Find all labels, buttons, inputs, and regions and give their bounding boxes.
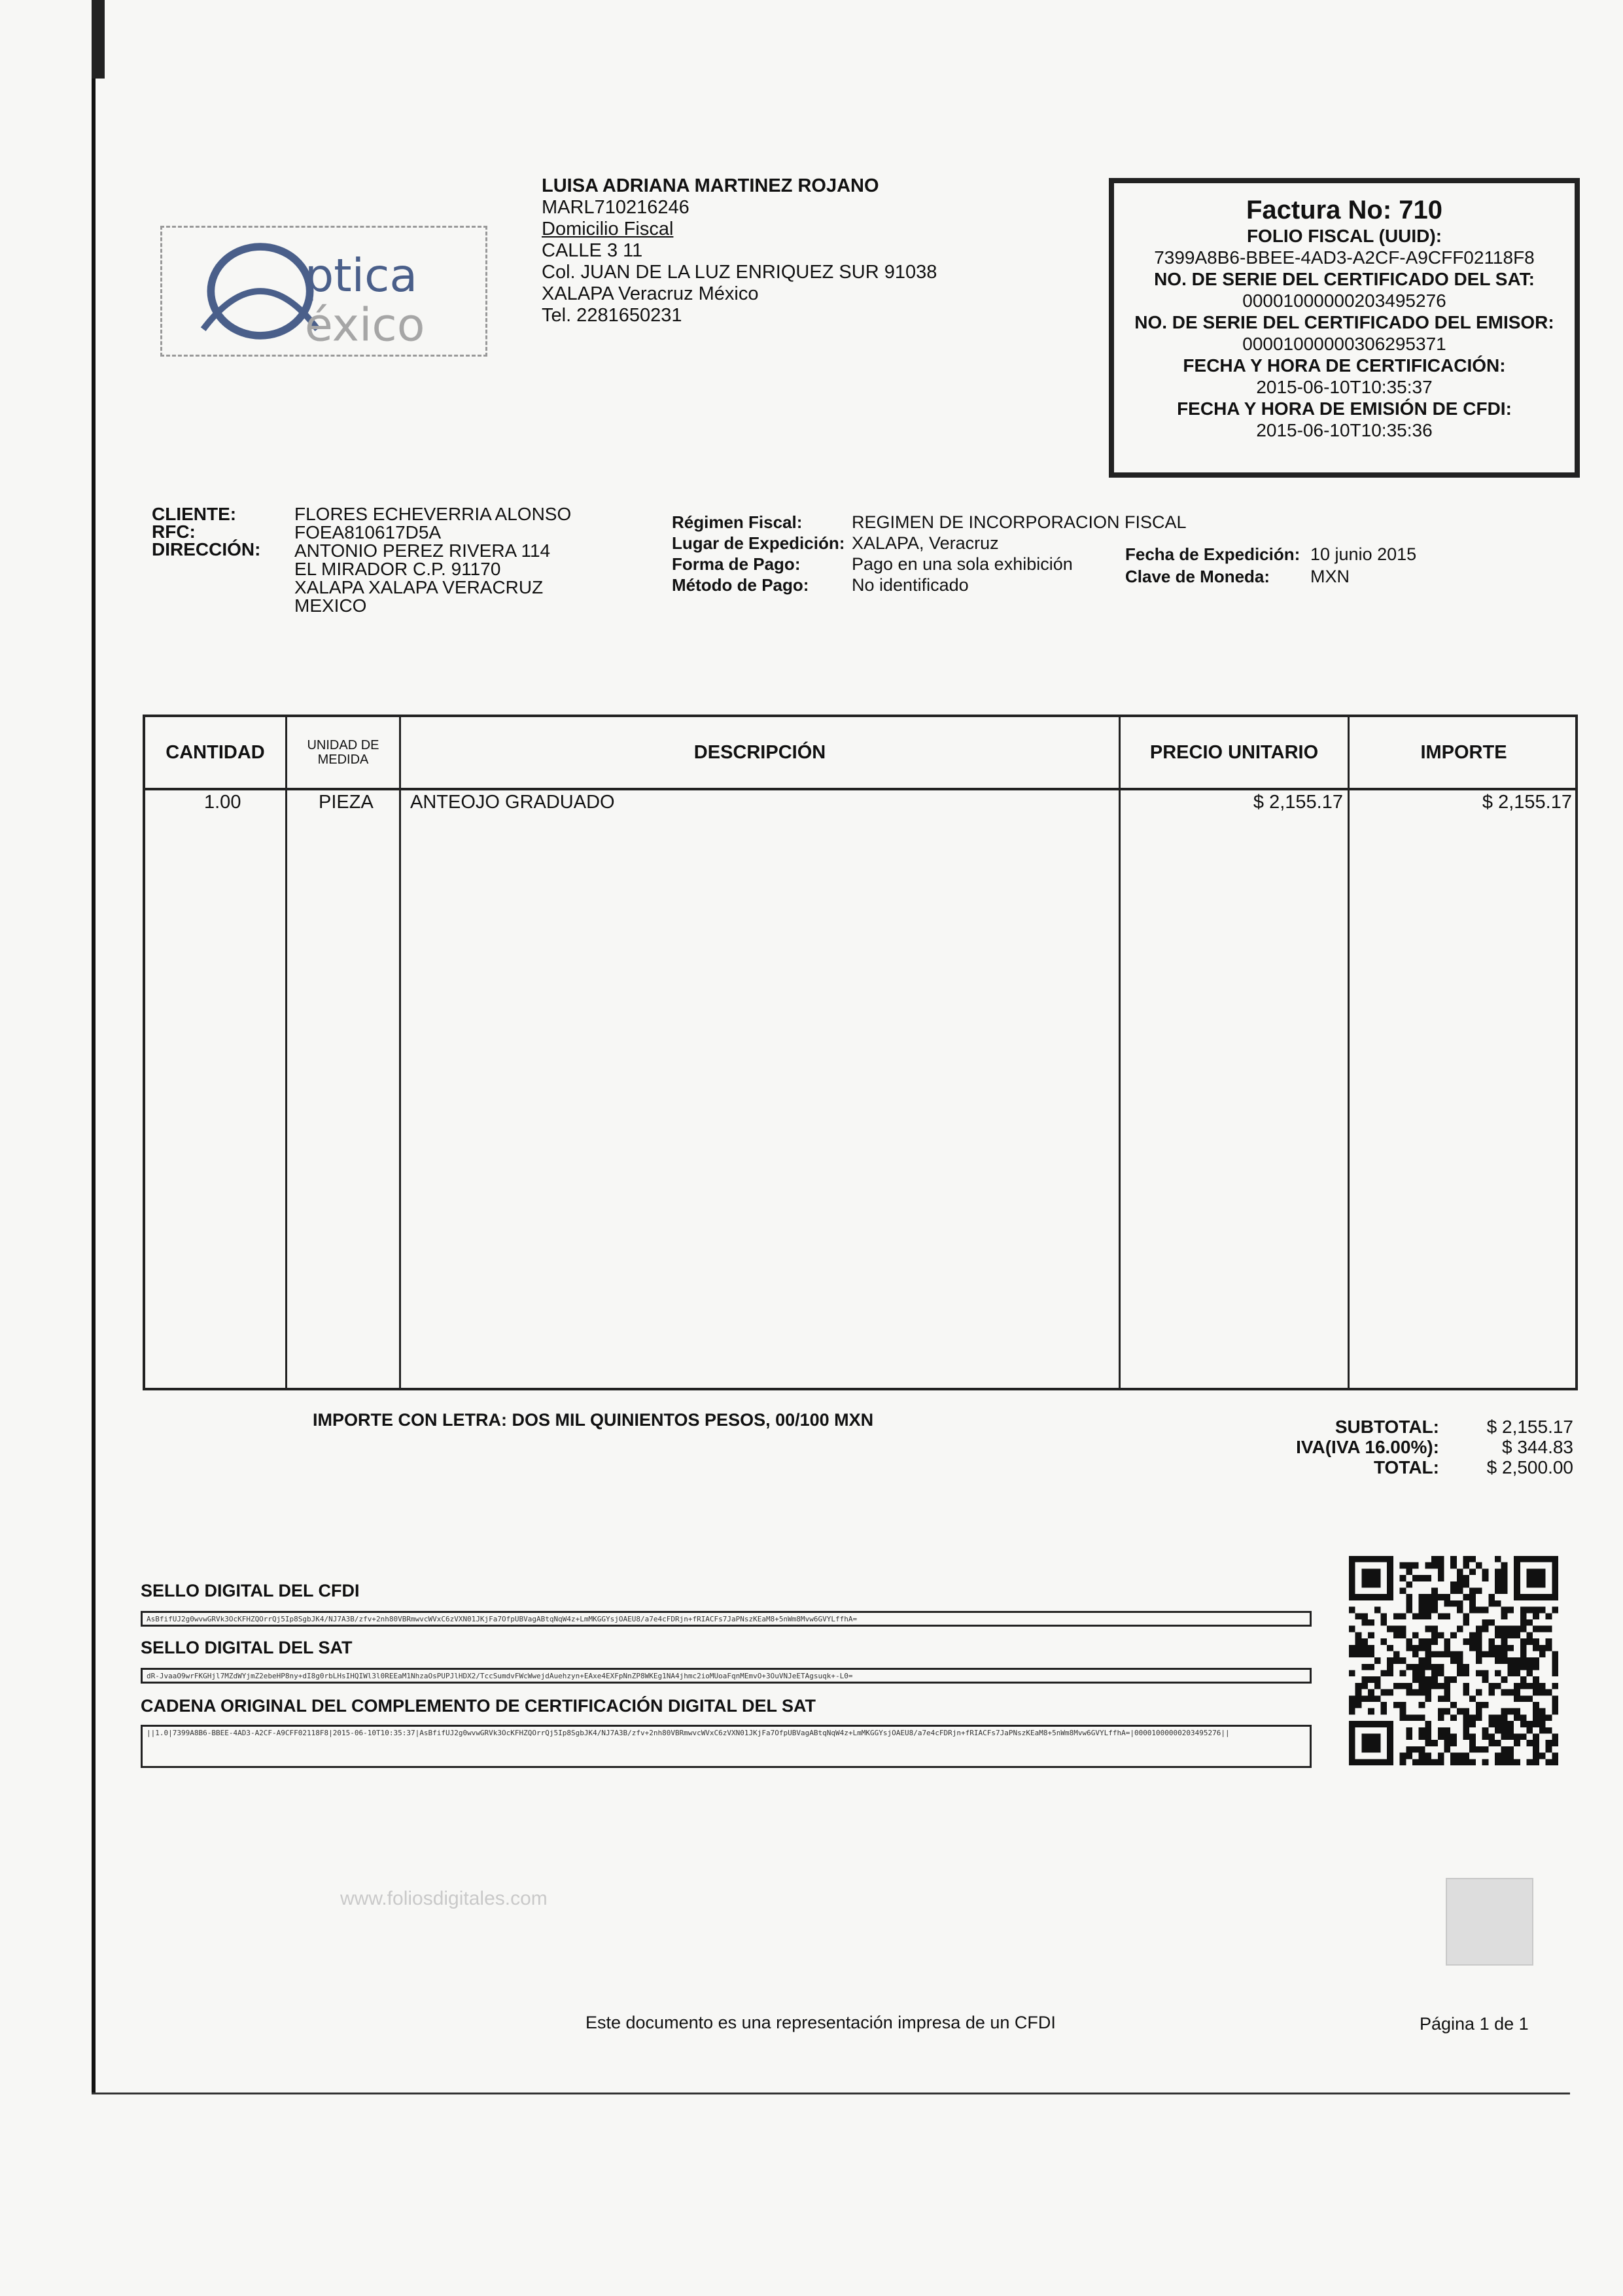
sello-cfdi-label: SELLO DIGITAL DEL CFDI — [141, 1581, 360, 1600]
serie-emisor-value: 00001000000306295371 — [1242, 334, 1446, 354]
client-addr-4: MEXICO — [294, 595, 367, 616]
header-cantidad: CANTIDAD — [166, 741, 265, 763]
col-divider — [285, 717, 287, 1388]
certificacion-value: 2015-06-10T10:35:37 — [1256, 377, 1433, 397]
certificacion-label: FECHA Y HORA DE CERTIFICACIÓN: — [1183, 355, 1506, 376]
page-number: Página 1 de 1 — [1420, 2014, 1529, 2034]
sat-stamp-icon — [1446, 1878, 1533, 1966]
issuer-domicilio-label: Domicilio Fiscal — [542, 219, 674, 239]
representacion-text: Este documento es una representación impresa de un CFDI — [585, 2013, 1056, 2032]
header-importe: IMPORTE — [1420, 741, 1507, 763]
forma-label: Forma de Pago: — [672, 554, 801, 574]
regimen-label: Régimen Fiscal: — [672, 512, 803, 532]
iva-value: $ 344.83 — [1502, 1437, 1573, 1457]
regimen-value: REGIMEN DE INCORPORACION FISCAL — [852, 512, 1187, 532]
emision-value: 2015-06-10T10:35:36 — [1256, 420, 1433, 440]
col-divider — [1119, 717, 1121, 1388]
invoice-info-box — [1109, 178, 1580, 478]
svg-text:éxico: éxico — [304, 298, 425, 352]
header-unidad: UNIDAD DE MEDIDA — [307, 738, 379, 767]
issuer-tel: Tel. 2281650231 — [542, 305, 682, 326]
optica-mexico-logo-icon — [162, 228, 485, 355]
col-divider — [1348, 717, 1350, 1388]
issuer-rfc: MARL710216246 — [542, 197, 689, 218]
row-descripcion: ANTEOJO GRADUADO — [410, 792, 615, 813]
folio-value: 7399A8B6-BBEE-4AD3-A2CF-A9CFF02118F8 — [1154, 247, 1535, 268]
scan-edge — [92, 0, 96, 2094]
fecha-value: 10 junio 2015 — [1310, 544, 1417, 564]
cadena-label: CADENA ORIGINAL DEL COMPLEMENTO DE CERTIFICACIÓN DIGITAL DEL SAT — [141, 1696, 816, 1716]
header-descripcion: DESCRIPCIÓN — [693, 741, 826, 763]
scan-edge-top — [92, 0, 105, 79]
svg-text:ptica: ptica — [304, 249, 418, 302]
row-importe: $ 2,155.17 — [1482, 792, 1572, 813]
serie-sat-label: NO. DE SERIE DEL CERTIFICADO DEL SAT: — [1154, 269, 1535, 289]
date-labels — [1125, 543, 1300, 588]
totals-values — [1475, 1417, 1573, 1477]
issuer-block — [542, 175, 937, 327]
client-values — [294, 505, 571, 615]
row-cantidad: 1.00 — [204, 792, 241, 813]
header-divider — [145, 788, 1575, 790]
client-rfc: FOEA810617D5A — [294, 522, 442, 542]
client-addr-1: ANTONIO PEREZ RIVERA 114 — [294, 540, 551, 561]
sello-cfdi-value: AsBfifUJ2g0wvwGRVk3OcKFHZQOrrQj5Ip8SgbJK4/NJ7A3B/zfv+2nh80VBRmwvcWVxC6zVXN01JKjFa7OfpUBVagABtqNqW4z+LmMKGGYsjOAEU8/a7e4cFDRjn+fRIACFs7JaPNszKEaM8+5nWm8Mvw6GVYLffhA= — [141, 1611, 1312, 1627]
client-name: FLORES ECHEVERRIA ALONSO — [294, 504, 572, 524]
total-value: $ 2,500.00 — [1486, 1457, 1573, 1477]
issuer-name: LUISA ADRIANA MARTINEZ ROJANO — [542, 175, 879, 196]
invoice-number: Factura No: 710 — [1246, 196, 1443, 224]
lugar-value: XALAPA, Veracruz — [852, 533, 999, 553]
direccion-label: DIRECCIÓN: — [152, 539, 261, 559]
items-table — [143, 715, 1578, 1390]
cadena-value: ||1.0|7399A8B6-BBEE-4AD3-A2CF-A9CFF02118F8|2015-06-10T10:35:37|AsBfifUJ2g0wvwGRVk3OcKFHZQOrrQj5Ip8SgbJK4/NJ7A3B/zfv+2nh80VBRmwvcWVxC6zVXN01JKjFa7OfpUBVagABtqNqW4z+LmMKGGYsjOAEU8/a7e4cFDRjn+fRIACFs7JaPNszKEaM8+5nWm8Mvw6GVYLffhA=|00001000000203495276|| — [141, 1725, 1312, 1768]
metodo-value: No identificado — [852, 575, 969, 595]
subtotal-value: $ 2,155.17 — [1486, 1417, 1573, 1437]
client-labels — [152, 505, 260, 558]
folio-label: FOLIO FISCAL (UUID): — [1246, 226, 1442, 246]
importe-letra-value: DOS MIL QUINIENTOS PESOS, 00/100 MXN — [512, 1410, 874, 1430]
serie-sat-value: 00001000000203495276 — [1242, 291, 1446, 311]
issuer-city: XALAPA Veracruz México — [542, 283, 759, 304]
company-logo — [160, 226, 487, 357]
sello-sat-value: dR-JvaaO9wrFKGHjl7MZdWYjmZ2ebeHP8ny+dI8g0rbLHsIHQIWl3l0REEaM1NhzaOsPUPJlHDX2/TccSumdvFWcWwejdAuehzyn+EAxe4EXFpNnZP8WKEg1NA4jhmc2ioMUoaFqnMEmvO+3OuVNJeETAgsuqk+-L0= — [141, 1668, 1312, 1684]
importe-letra — [313, 1410, 873, 1430]
cliente-label: CLIENTE: — [152, 504, 237, 524]
issuer-colonia: Col. JUAN DE LA LUZ ENRIQUEZ SUR 91038 — [542, 262, 937, 283]
iva-label: IVA(IVA 16.00%): — [1296, 1437, 1439, 1457]
scan-line — [92, 2093, 1570, 2094]
rfc-label: RFC: — [152, 521, 196, 542]
importe-letra-label: IMPORTE CON LETRA: — [313, 1410, 507, 1430]
serie-emisor-label: NO. DE SERIE DEL CERTIFICADO DEL EMISOR: — [1134, 312, 1554, 332]
qr-code-icon — [1349, 1556, 1558, 1765]
header-precio: PRECIO UNITARIO — [1149, 741, 1319, 763]
row-precio: $ 2,155.17 — [1253, 792, 1343, 813]
fecha-label: Fecha de Expedición: — [1125, 544, 1300, 564]
moneda-value: MXN — [1310, 567, 1350, 586]
client-addr-3: XALAPA XALAPA VERACRUZ — [294, 577, 544, 597]
subtotal-label: SUBTOTAL: — [1335, 1417, 1439, 1437]
sello-sat-label: SELLO DIGITAL DEL SAT — [141, 1638, 353, 1657]
col-divider — [399, 717, 401, 1388]
watermark-text: www.foliosdigitales.com — [340, 1888, 548, 1909]
emision-label: FECHA Y HORA DE EMISIÓN DE CFDI: — [1177, 398, 1512, 419]
total-label: TOTAL: — [1373, 1457, 1439, 1477]
fiscal-labels — [672, 512, 845, 595]
issuer-street: CALLE 3 11 — [542, 240, 643, 261]
totals-labels — [1230, 1417, 1439, 1477]
row-unidad: PIEZA — [319, 792, 374, 813]
date-values — [1310, 543, 1416, 588]
lugar-label: Lugar de Expedición: — [672, 533, 845, 553]
client-addr-2: EL MIRADOR C.P. 91170 — [294, 559, 501, 579]
metodo-label: Método de Pago: — [672, 575, 809, 595]
forma-value: Pago en una sola exhibición — [852, 554, 1073, 574]
moneda-label: Clave de Moneda: — [1125, 567, 1270, 586]
